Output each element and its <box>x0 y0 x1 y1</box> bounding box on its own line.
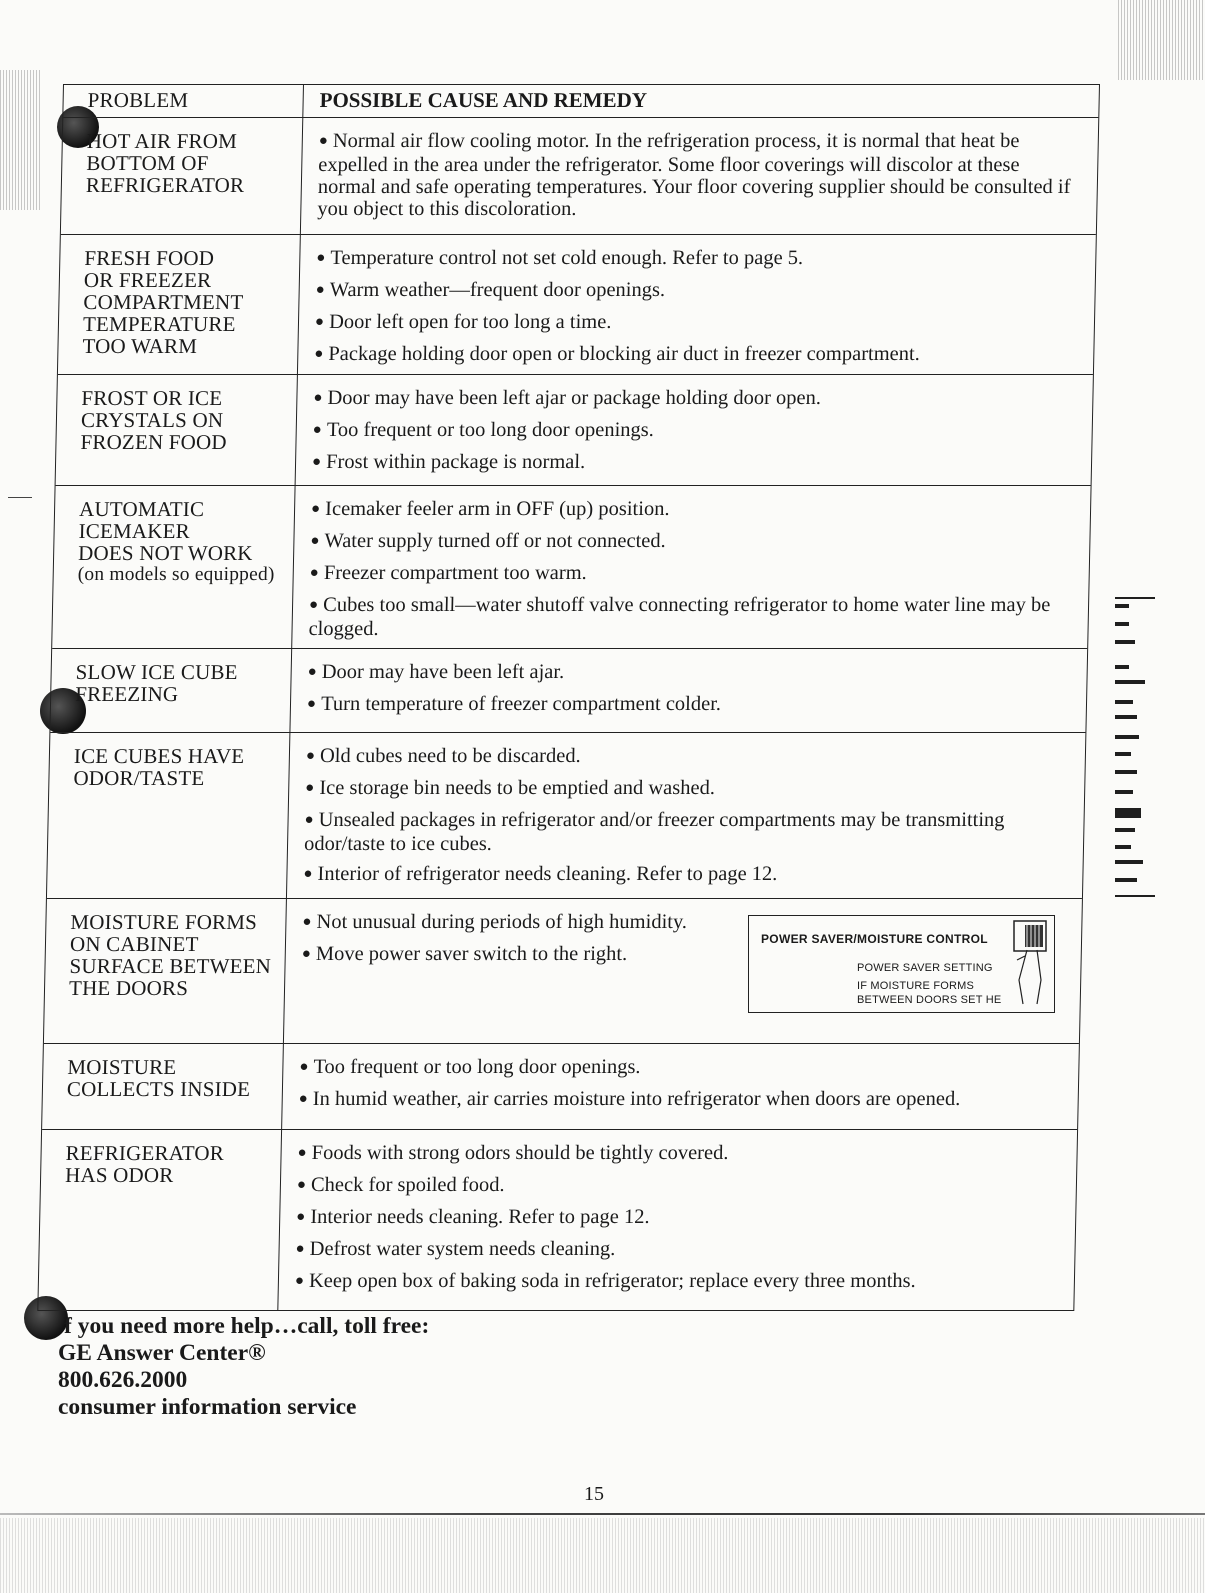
bullet-icon: ● <box>309 565 319 581</box>
edge-mark <box>1115 622 1129 626</box>
diagram-label: IF MOISTURE FORMS <box>857 980 975 992</box>
cause-text: Check for spoiled food. <box>310 1174 505 1196</box>
cause-text: Cubes too small—water shutoff valve connecting refrigerator to home water line may be clogged. <box>308 594 1051 640</box>
cause-cell <box>296 375 1093 485</box>
table-row <box>52 485 1090 648</box>
cause-item <box>307 693 1067 717</box>
cause-text: Water supply turned off or not connected. <box>324 530 666 552</box>
edge-mark <box>1115 665 1129 669</box>
cause-item <box>314 343 1074 367</box>
table-header <box>63 85 1099 117</box>
cause-text: Keep open box of baking soda in refrigerator; replace every three months. <box>308 1270 917 1292</box>
cause-text: Door may have been left ajar. <box>321 661 565 683</box>
cause-item <box>306 745 1066 769</box>
help-section <box>58 1313 429 1421</box>
cause-text: Door left open for too long a time. <box>328 311 612 333</box>
edge-mark <box>1115 828 1135 832</box>
cause-item <box>303 863 1063 887</box>
problem-line: MOISTURE FORMS <box>70 910 258 934</box>
bullet-icon: ● <box>314 314 325 330</box>
cause-cell <box>301 118 1098 234</box>
edge-mark <box>1115 597 1155 599</box>
problem-line: SLOW ICE CUBE <box>75 660 238 684</box>
problem-cell <box>58 235 301 374</box>
problem-line: HAS ODOR <box>64 1163 174 1187</box>
edge-mark <box>1115 770 1137 774</box>
cause-cell <box>278 1130 1077 1310</box>
cause-item <box>315 311 1075 335</box>
bullet-icon: ● <box>306 696 317 712</box>
bullet-icon: ● <box>298 1091 308 1107</box>
bottom-rule <box>0 1513 1205 1515</box>
cause-item <box>297 1142 1057 1166</box>
table-row <box>61 117 1098 234</box>
edge-mark <box>1115 715 1137 719</box>
cause-cell <box>282 1044 1079 1129</box>
switch-illustration <box>1013 920 1047 1008</box>
help-phone: 800.626.2000 <box>58 1367 188 1393</box>
edge-mark <box>1115 790 1133 794</box>
problem-line: REFRIGERATOR <box>85 173 245 197</box>
edge-mark <box>1115 640 1135 644</box>
cause-item <box>310 530 1070 554</box>
bullet-icon: ● <box>301 946 312 962</box>
cause-item <box>299 1056 1059 1080</box>
problem-line: THE DOORS <box>68 976 189 1000</box>
problem-line: COMPARTMENT <box>83 290 244 314</box>
problem-line: ICE CUBES HAVE <box>73 744 245 768</box>
cause-text: Foods with strong odors should be tightly covered. <box>311 1142 729 1164</box>
bullet-icon: ● <box>305 780 315 796</box>
problem-cell <box>38 1130 282 1310</box>
problem-line: COLLECTS INSIDE <box>66 1077 251 1101</box>
bullet-icon: ● <box>294 1273 305 1289</box>
cause-text: Warm weather—frequent door openings. <box>329 279 666 301</box>
bullet-icon: ● <box>310 501 321 517</box>
cause-item <box>304 809 1064 855</box>
cause-item <box>296 1206 1056 1230</box>
problem-cell <box>42 1044 284 1129</box>
bullet-icon: ● <box>305 748 316 764</box>
table-row <box>47 732 1085 898</box>
edge-mark <box>1115 700 1133 704</box>
edge-mark <box>1115 878 1137 882</box>
bullet-icon: ● <box>296 1209 306 1225</box>
problem-line: OR FREEZER <box>83 268 212 292</box>
problem-cell <box>44 899 287 1043</box>
edge-mark <box>1115 860 1143 864</box>
problem-line: AUTOMATIC <box>78 497 205 521</box>
bullet-icon: ● <box>310 533 320 549</box>
cause-text: Frost within package is normal. <box>325 451 586 473</box>
help-center-name: GE Answer Center® <box>58 1340 266 1366</box>
cause-text: Too frequent or too long door openings. <box>326 419 655 441</box>
table-row <box>58 234 1096 374</box>
troubleshooting-table <box>37 84 1100 1311</box>
page-number: 15 <box>584 1483 604 1505</box>
cause-text: Move power saver switch to the right. <box>315 943 628 965</box>
cause-item <box>297 1174 1057 1198</box>
bullet-icon: ● <box>318 133 329 149</box>
bullet-icon: ● <box>296 1177 307 1193</box>
bullet-icon: ● <box>313 390 323 406</box>
cause-item <box>311 498 1071 522</box>
problem-line: BOTTOM OF <box>86 151 209 175</box>
table-row <box>56 374 1093 485</box>
cause-item <box>295 1238 1055 1262</box>
help-service: consumer information service <box>58 1394 357 1420</box>
problem-line: DOES NOT WORK <box>77 541 253 565</box>
problem-cell <box>50 649 292 732</box>
bullet-icon: ● <box>295 1241 305 1257</box>
cause-item <box>308 594 1068 640</box>
problem-line: TEMPERATURE <box>82 312 236 336</box>
cause-item <box>312 419 1072 443</box>
problem-line: MOISTURE <box>67 1055 177 1079</box>
problem-line: (on models so equipped) <box>77 564 275 585</box>
cause-item <box>298 1088 1058 1112</box>
cause-cell <box>287 733 1085 898</box>
scan-artifact <box>0 1518 1205 1593</box>
cause-item <box>312 451 1072 475</box>
bullet-icon: ● <box>311 454 322 470</box>
problem-line: ICEMAKER <box>78 519 191 543</box>
power-saver-diagram <box>748 915 1055 1013</box>
problem-line: ODOR/TASTE <box>73 766 205 790</box>
cause-text: Interior of refrigerator needs cleaning. Refer to page 12. <box>317 863 778 885</box>
problem-line: HOT AIR FROM <box>86 129 238 153</box>
problem-line: TOO WARM <box>82 334 198 358</box>
bullet-icon: ● <box>315 282 325 298</box>
cause-text: Old cubes need to be discarded. <box>319 745 581 767</box>
bullet-icon: ● <box>308 597 319 613</box>
problem-cell <box>47 733 290 898</box>
cause-item <box>317 130 1078 220</box>
cause-item <box>307 661 1067 685</box>
cause-text: Too frequent or too long door openings. <box>313 1056 641 1078</box>
cause-item <box>309 562 1069 586</box>
cause-text: Normal air flow cooling motor. In the refrigeration process, it is normal that heat be expelled in the area under the refrigerator. Some floor coverings will discolor at these normal and safe operating temperatures. Your floor covering supplier should be consulted if you object to this discoloration. <box>317 130 1071 220</box>
cause-text: Temperature control not set cold enough. Refer to page 5. <box>330 247 804 269</box>
cause-text: Interior needs cleaning. Refer to page 12. <box>310 1206 650 1228</box>
cause-text: Package holding door open or blocking air duct in freezer compartment. <box>328 343 921 365</box>
cause-text: In humid weather, air carries moisture into refrigerator when doors are opened. <box>312 1088 961 1110</box>
bullet-icon: ● <box>297 1145 307 1161</box>
problem-line: FREEZING <box>74 682 179 706</box>
problem-line: FRESH FOOD <box>84 246 215 270</box>
cause-cell <box>292 486 1090 648</box>
cause-item <box>313 387 1073 411</box>
problem-cell <box>52 486 295 648</box>
problem-line: REFRIGERATOR <box>65 1141 225 1165</box>
table-row <box>38 1129 1077 1310</box>
edge-mark <box>1115 845 1131 849</box>
cause-item <box>316 247 1076 271</box>
scan-artifact <box>0 70 42 210</box>
problem-cell <box>61 118 303 234</box>
diagram-label: BETWEEN DOORS SET HE <box>857 994 1002 1006</box>
problem-line: ON CABINET <box>69 932 199 956</box>
diagram-title: POWER SAVER/MOISTURE CONTROL <box>761 932 988 946</box>
problem-header: PROBLEM <box>63 85 304 117</box>
bullet-icon: ● <box>307 664 317 680</box>
edge-mark <box>1115 808 1141 818</box>
edge-mark <box>1115 735 1139 739</box>
cause-text: Door may have been left ajar or package holding door open. <box>327 387 822 409</box>
bullet-icon: ● <box>302 914 312 930</box>
cause-text: Ice storage bin needs to be emptied and washed. <box>319 777 716 799</box>
bullet-icon: ● <box>299 1059 309 1075</box>
table-row <box>42 1043 1079 1129</box>
cause-text: Freezer compartment too warm. <box>323 562 588 584</box>
edge-mark <box>1115 895 1155 897</box>
scan-artifact <box>1118 0 1203 80</box>
bullet-icon: ● <box>314 346 324 362</box>
edge-mark <box>1115 680 1145 684</box>
bullet-icon: ● <box>312 422 322 438</box>
cause-item <box>315 279 1075 303</box>
diagram-label: POWER SAVER SETTING <box>857 962 993 974</box>
problem-line: CRYSTALS ON <box>80 408 224 432</box>
cause-item <box>295 1270 1055 1294</box>
problem-line: FROST OR ICE <box>81 386 223 410</box>
cause-header: POSSIBLE CAUSE AND REMEDY <box>319 88 648 112</box>
cause-text: Defrost water system needs cleaning. <box>309 1238 616 1260</box>
problem-line: SURFACE BETWEEN <box>69 954 272 978</box>
help-heading: f you need more help…call, toll free: <box>64 1313 430 1339</box>
problem-line: FROZEN FOOD <box>80 430 228 454</box>
cause-item <box>305 777 1065 801</box>
table-row <box>50 648 1087 732</box>
cause-text: Turn temperature of freezer compartment colder. <box>320 693 722 715</box>
problem-cell <box>56 375 298 485</box>
bullet-icon: ● <box>303 866 313 882</box>
edge-mark <box>1115 752 1131 756</box>
cause-text: Icemaker feeler arm in OFF (up) position. <box>324 498 670 520</box>
cause-text: Unsealed packages in refrigerator and/or freezer compartments may be transmitting odor/taste to ice cubes. <box>303 809 1005 855</box>
edge-mark <box>1115 604 1129 608</box>
scan-artifact <box>8 497 32 498</box>
bullet-icon: ● <box>304 812 314 828</box>
cause-text: Not unusual during periods of high humidity. <box>316 911 688 933</box>
bullet-icon: ● <box>316 250 326 266</box>
cause-cell <box>290 649 1087 732</box>
cause-cell <box>298 235 1096 374</box>
